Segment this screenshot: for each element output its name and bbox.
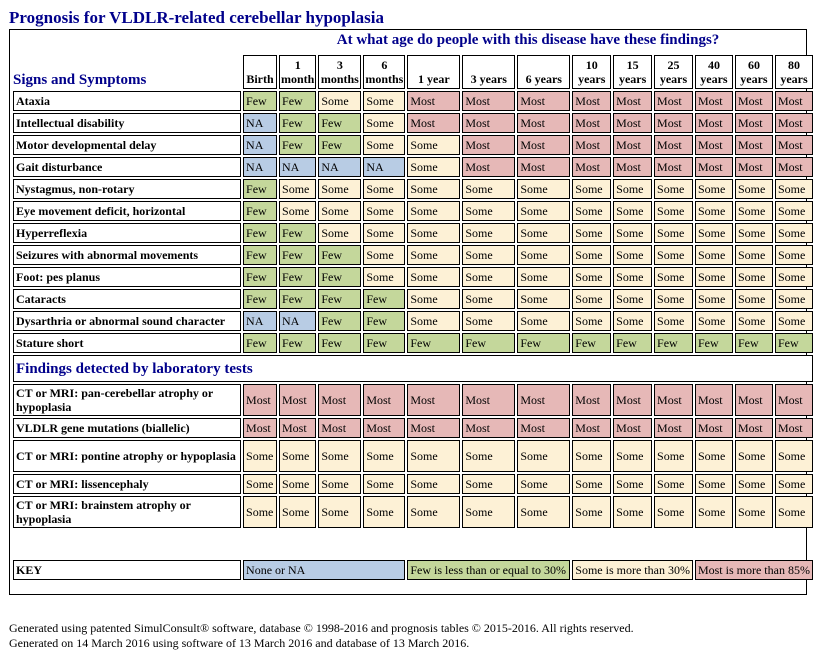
prognosis-cell: Some (735, 496, 773, 528)
prognosis-cell: Some (735, 440, 773, 472)
prognosis-cell: Some (279, 440, 316, 472)
prognosis-cell: Some (363, 91, 405, 111)
prognosis-cell: Some (613, 440, 652, 472)
key-most: Most is more than 85% (695, 560, 813, 580)
prognosis-cell: Some (517, 496, 570, 528)
prognosis-cell: Some (775, 179, 813, 199)
prognosis-cell: Some (572, 474, 611, 494)
age-question-heading: At what age do people with this disease have these findings? (336, 33, 720, 48)
column-header: 6 months (363, 55, 405, 89)
prognosis-cell: Most (363, 418, 405, 438)
prognosis-cell: Few (775, 333, 813, 353)
prognosis-cell: Most (613, 157, 652, 177)
prognosis-cell: Few (279, 267, 316, 287)
prognosis-cell: Most (517, 418, 570, 438)
prognosis-cell: Some (363, 201, 405, 221)
prognosis-cell: Most (462, 91, 515, 111)
prognosis-cell: Most (695, 384, 733, 416)
prognosis-cell: Some (318, 201, 361, 221)
row-label: Eye movement deficit, horizontal (13, 201, 241, 221)
prognosis-cell: Some (462, 311, 515, 331)
prognosis-cell: Few (279, 113, 316, 133)
prognosis-cell: Some (572, 311, 611, 331)
prognosis-cell: Most (695, 157, 733, 177)
prognosis-cell: Most (318, 384, 361, 416)
prognosis-cell: Some (735, 474, 773, 494)
prognosis-cell: Some (695, 289, 733, 309)
lab-section-heading: Findings detected by laboratory tests (13, 355, 813, 382)
prognosis-cell: Some (654, 267, 693, 287)
prognosis-cell: Some (572, 496, 611, 528)
prognosis-cell: Most (243, 384, 277, 416)
prognosis-cell: Few (243, 223, 277, 243)
prognosis-cell: Some (695, 245, 733, 265)
prognosis-cell: Some (775, 311, 813, 331)
prognosis-cell: Few (318, 289, 361, 309)
prognosis-cell: Few (243, 267, 277, 287)
prognosis-cell: Few (279, 135, 316, 155)
prognosis-cell: Most (735, 418, 773, 438)
prognosis-cell: Some (407, 179, 460, 199)
prognosis-cell: Few (243, 289, 277, 309)
prognosis-cell: Some (735, 267, 773, 287)
prognosis-cell: Some (462, 201, 515, 221)
prognosis-cell: Some (363, 245, 405, 265)
prognosis-cell: Some (735, 245, 773, 265)
prognosis-cell: NA (243, 157, 277, 177)
prognosis-cell: Few (318, 267, 361, 287)
column-header: 3 months (318, 55, 361, 89)
prognosis-cell: NA (363, 157, 405, 177)
prognosis-cell: NA (243, 113, 277, 133)
prognosis-table (11, 31, 815, 582)
prognosis-cell: Most (735, 135, 773, 155)
prognosis-cell: Few (243, 245, 277, 265)
prognosis-cell: Some (407, 474, 460, 494)
prognosis-cell: Some (243, 474, 277, 494)
key-some: Some is more than 30% (572, 560, 693, 580)
prognosis-cell: Most (517, 113, 570, 133)
prognosis-cell: Some (462, 245, 515, 265)
prognosis-cell: Some (407, 223, 460, 243)
column-header: 3 years (462, 55, 515, 89)
prognosis-cell: Few (318, 135, 361, 155)
prognosis-cell: Most (462, 135, 515, 155)
prognosis-cell: Some (462, 440, 515, 472)
prognosis-cell: Some (462, 179, 515, 199)
signs-section-heading: Signs and Symptoms (13, 72, 147, 88)
prognosis-cell: Some (363, 223, 405, 243)
prognosis-cell: Some (613, 267, 652, 287)
row-label: VLDLR gene mutations (biallelic) (13, 418, 241, 438)
key-none-na: None or NA (243, 560, 405, 580)
prognosis-cell: Some (695, 474, 733, 494)
prognosis-cell: Some (517, 201, 570, 221)
prognosis-cell: Some (363, 267, 405, 287)
prognosis-cell: Some (613, 474, 652, 494)
column-header: 80 years (775, 55, 813, 89)
prognosis-cell: Some (363, 440, 405, 472)
prognosis-cell: Most (654, 157, 693, 177)
prognosis-cell: Most (279, 384, 316, 416)
prognosis-cell: Most (735, 157, 773, 177)
row-label: Dysarthria or abnormal sound character (13, 311, 241, 331)
prognosis-cell: Some (654, 245, 693, 265)
row-label: Nystagmus, non-rotary (13, 179, 241, 199)
key-few: Few is less than or equal to 30% (407, 560, 570, 580)
prognosis-cell: Some (735, 201, 773, 221)
prognosis-cell: Some (318, 223, 361, 243)
prognosis-cell: Most (775, 91, 813, 111)
prognosis-cell: Some (407, 496, 460, 528)
prognosis-cell: Most (517, 157, 570, 177)
row-label: Motor developmental delay (13, 135, 241, 155)
prognosis-cell: Most (572, 91, 611, 111)
prognosis-cell: NA (279, 157, 316, 177)
column-header: 1 month (279, 55, 316, 89)
prognosis-cell: Most (572, 418, 611, 438)
prognosis-cell: Some (572, 440, 611, 472)
prognosis-cell: Few (613, 333, 652, 353)
prognosis-cell: Some (654, 496, 693, 528)
prognosis-cell: Some (695, 223, 733, 243)
prognosis-cell: Few (517, 333, 570, 353)
prognosis-cell: Some (572, 179, 611, 199)
prognosis-cell: Some (318, 496, 361, 528)
prognosis-cell: Some (654, 440, 693, 472)
prognosis-cell: Most (407, 418, 460, 438)
prognosis-cell: Few (279, 289, 316, 309)
prognosis-cell: Most (695, 113, 733, 133)
prognosis-cell: Most (654, 91, 693, 111)
prognosis-cell: Few (572, 333, 611, 353)
prognosis-cell: Some (517, 311, 570, 331)
prognosis-cell: Some (735, 179, 773, 199)
prognosis-cell: Most (407, 384, 460, 416)
prognosis-cell: Some (318, 179, 361, 199)
prognosis-cell: Few (695, 333, 733, 353)
prognosis-cell: Most (279, 418, 316, 438)
prognosis-cell: Most (695, 418, 733, 438)
prognosis-cell: Most (462, 418, 515, 438)
prognosis-cell: NA (243, 311, 277, 331)
prognosis-cell: Some (775, 496, 813, 528)
prognosis-cell: Most (572, 384, 611, 416)
prognosis-cell: Some (572, 289, 611, 309)
prognosis-cell: Some (407, 289, 460, 309)
prognosis-cell: Some (695, 201, 733, 221)
prognosis-cell: Some (517, 267, 570, 287)
prognosis-cell: Few (654, 333, 693, 353)
prognosis-cell: Some (775, 289, 813, 309)
prognosis-cell: Some (243, 440, 277, 472)
prognosis-cell: Few (318, 113, 361, 133)
spacer (13, 530, 813, 558)
prognosis-cell: Few (243, 201, 277, 221)
prognosis-cell: Some (695, 179, 733, 199)
prognosis-cell: Some (775, 267, 813, 287)
prognosis-cell: Few (363, 289, 405, 309)
column-header: 1 year (407, 55, 460, 89)
prognosis-cell: Some (318, 440, 361, 472)
row-label: Gait disturbance (13, 157, 241, 177)
prognosis-cell: Some (572, 267, 611, 287)
prognosis-cell: Few (318, 245, 361, 265)
prognosis-cell: Some (363, 135, 405, 155)
prognosis-cell: Some (654, 474, 693, 494)
prognosis-cell: Some (318, 474, 361, 494)
prognosis-cell: Some (654, 179, 693, 199)
prognosis-cell: Most (654, 384, 693, 416)
prognosis-cell: Some (654, 289, 693, 309)
column-header: 10 years (572, 55, 611, 89)
prognosis-cell: Few (279, 91, 316, 111)
prognosis-cell: Few (735, 333, 773, 353)
prognosis-cell: Most (517, 135, 570, 155)
prognosis-cell: Some (735, 311, 773, 331)
row-label: Foot: pes planus (13, 267, 241, 287)
prognosis-cell: Some (462, 267, 515, 287)
prognosis-cell: Some (462, 474, 515, 494)
prognosis-cell: Some (407, 311, 460, 331)
prognosis-cell: Some (517, 440, 570, 472)
prognosis-cell: Most (572, 113, 611, 133)
prognosis-cell: Some (517, 223, 570, 243)
prognosis-cell: Few (407, 333, 460, 353)
column-header: 15 years (613, 55, 652, 89)
prognosis-cell: Most (775, 384, 813, 416)
prognosis-cell: Some (517, 474, 570, 494)
prognosis-cell: Some (517, 245, 570, 265)
prognosis-cell: Most (654, 135, 693, 155)
prognosis-cell: Some (462, 289, 515, 309)
prognosis-cell: Most (363, 384, 405, 416)
prognosis-cell: Few (279, 223, 316, 243)
prognosis-cell: Some (363, 179, 405, 199)
prognosis-cell: Few (279, 245, 316, 265)
prognosis-cell: Few (243, 333, 277, 353)
column-header: 25 years (654, 55, 693, 89)
prognosis-cell: NA (243, 135, 277, 155)
prognosis-cell: Some (654, 311, 693, 331)
prognosis-cell: Most (613, 91, 652, 111)
prognosis-cell: Some (363, 474, 405, 494)
prognosis-cell: Some (775, 201, 813, 221)
prognosis-cell: Some (613, 223, 652, 243)
prognosis-cell: Some (775, 245, 813, 265)
prognosis-cell: Most (462, 384, 515, 416)
row-label: CT or MRI: brainstem atrophy or hypoplasia (13, 496, 241, 528)
prognosis-cell: Most (775, 418, 813, 438)
prognosis-cell: Some (407, 245, 460, 265)
column-header: 6 years (517, 55, 570, 89)
prognosis-cell: Most (462, 157, 515, 177)
prognosis-cell: Some (363, 496, 405, 528)
row-label: Ataxia (13, 91, 241, 111)
row-label: CT or MRI: pontine atrophy or hypoplasia (13, 440, 241, 472)
prognosis-cell: Most (654, 418, 693, 438)
prognosis-cell: Some (407, 267, 460, 287)
corner-blank (13, 33, 241, 53)
prognosis-cell: Some (462, 496, 515, 528)
prognosis-cell: Some (654, 201, 693, 221)
prognosis-cell: Some (613, 245, 652, 265)
prognosis-cell: Most (735, 91, 773, 111)
prognosis-cell: Some (613, 179, 652, 199)
prognosis-cell: NA (318, 157, 361, 177)
prognosis-cell: Some (517, 289, 570, 309)
prognosis-cell: Most (775, 157, 813, 177)
row-label: Intellectual disability (13, 113, 241, 133)
prognosis-cell: Some (462, 223, 515, 243)
prognosis-cell: Some (613, 201, 652, 221)
prognosis-cell: Most (695, 135, 733, 155)
prognosis-cell: Some (407, 201, 460, 221)
prognosis-cell: Most (462, 113, 515, 133)
prognosis-cell: Some (318, 91, 361, 111)
prognosis-cell: Most (613, 384, 652, 416)
prognosis-cell: Few (318, 333, 361, 353)
prognosis-cell: Some (572, 223, 611, 243)
page-title: Prognosis for VLDLR-related cerebellar hypoplasia (9, 8, 384, 27)
prognosis-cell: Some (279, 474, 316, 494)
prognosis-cell: Some (775, 440, 813, 472)
prognosis-cell: Most (613, 135, 652, 155)
prognosis-cell: Some (695, 440, 733, 472)
prognosis-cell: Some (775, 474, 813, 494)
prognosis-cell: NA (279, 311, 316, 331)
prognosis-cell: Few (363, 333, 405, 353)
footer-generated-date: Generated on 14 March 2016 using software of 13 March 2016 and database of 13 March 2016. (9, 636, 470, 650)
prognosis-cell: Some (517, 179, 570, 199)
prognosis-cell: Most (775, 135, 813, 155)
prognosis-cell: Some (407, 157, 460, 177)
row-label: Seizures with abnormal movements (13, 245, 241, 265)
prognosis-cell: Most (775, 113, 813, 133)
row-label: Hyperreflexia (13, 223, 241, 243)
row-label: CT or MRI: lissencephaly (13, 474, 241, 494)
prognosis-cell: Most (517, 384, 570, 416)
prognosis-cell: Few (318, 311, 361, 331)
prognosis-cell: Few (243, 91, 277, 111)
footer-copyright: Generated using patented SimulConsult® software, database © 1998-2016 and prognosis tables © 2015-2016. All rights reserved. (9, 621, 634, 635)
prognosis-cell: Some (695, 267, 733, 287)
prognosis-cell: Most (735, 384, 773, 416)
prognosis-cell: Most (407, 113, 460, 133)
prognosis-cell: Some (572, 245, 611, 265)
prognosis-cell: Most (613, 418, 652, 438)
prognosis-cell: Most (654, 113, 693, 133)
prognosis-cell: Some (279, 201, 316, 221)
row-label: Cataracts (13, 289, 241, 309)
prognosis-cell: Some (654, 223, 693, 243)
column-header: 40 years (695, 55, 733, 89)
prognosis-cell: Some (613, 496, 652, 528)
prognosis-cell: Some (279, 179, 316, 199)
prognosis-cell: Some (775, 223, 813, 243)
prognosis-cell: Some (613, 311, 652, 331)
prognosis-cell: Most (243, 418, 277, 438)
prognosis-cell: Most (572, 157, 611, 177)
prognosis-cell: Most (318, 418, 361, 438)
prognosis-cell: Some (613, 289, 652, 309)
prognosis-cell: Some (279, 496, 316, 528)
prognosis-cell: Some (735, 223, 773, 243)
column-header: 60 years (735, 55, 773, 89)
prognosis-cell: Most (695, 91, 733, 111)
prognosis-cell: Few (279, 333, 316, 353)
prognosis-cell: Few (462, 333, 515, 353)
row-label: CT or MRI: pan-cerebellar atrophy or hypoplasia (13, 384, 241, 416)
prognosis-cell: Most (735, 113, 773, 133)
prognosis-cell: Few (363, 311, 405, 331)
prognosis-cell: Some (695, 496, 733, 528)
prognosis-cell: Few (243, 179, 277, 199)
prognosis-cell: Some (407, 135, 460, 155)
prognosis-cell: Most (517, 91, 570, 111)
prognosis-cell: Some (695, 311, 733, 331)
prognosis-cell: Most (613, 113, 652, 133)
column-header: Birth (243, 55, 277, 89)
row-label: Stature short (13, 333, 241, 353)
prognosis-cell: Some (735, 289, 773, 309)
prognosis-cell: Most (572, 135, 611, 155)
prognosis-cell: Some (407, 440, 460, 472)
prognosis-cell: Some (572, 201, 611, 221)
key-label: KEY (13, 560, 241, 580)
prognosis-cell: Most (407, 91, 460, 111)
prognosis-cell: Some (243, 496, 277, 528)
footer (9, 621, 634, 651)
prognosis-cell: Some (363, 113, 405, 133)
